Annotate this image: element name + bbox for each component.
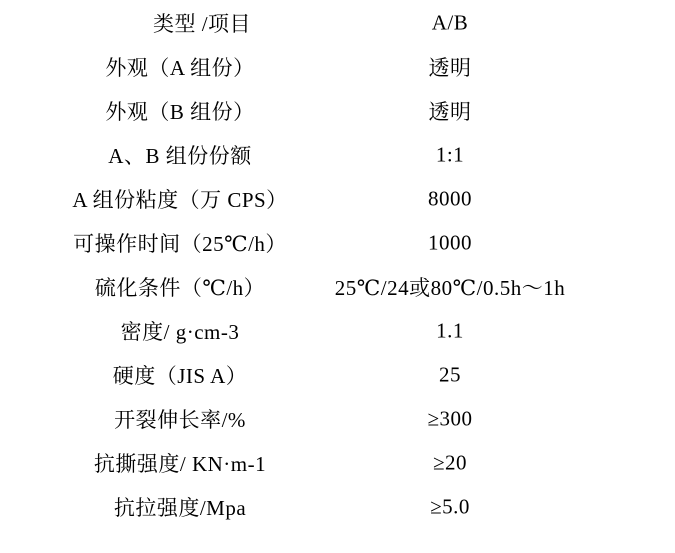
- spec-label: 可操作时间（25℃/h）: [73, 232, 287, 256]
- table-row: [0, 265, 675, 309]
- table-row: [0, 353, 675, 397]
- spec-value: A/B: [431, 10, 469, 35]
- spec-label: 抗拉强度/Mpa: [113, 496, 247, 520]
- spec-label: A 组份粘度（万 CPS）: [72, 188, 288, 212]
- spec-value: ≥5.0: [430, 494, 470, 519]
- spec-label: 密度/ g·cm-3: [120, 320, 240, 344]
- table-row: [0, 45, 675, 89]
- spec-label: A、B 组份份额: [108, 144, 252, 168]
- table-row: [0, 485, 675, 529]
- table-row: [0, 89, 675, 133]
- table-row: [0, 177, 675, 221]
- spec-value: 1.1: [436, 318, 464, 343]
- spec-label: 硬度（JIS A）: [112, 364, 248, 388]
- table-row: [0, 397, 675, 441]
- spec-label: 抗撕强度/ KN·m-1: [93, 452, 267, 476]
- spec-label: 硫化条件（℃/h）: [94, 276, 266, 300]
- spec-value: ≥20: [432, 450, 468, 475]
- spec-value: 1:1: [435, 142, 465, 167]
- spec-label: 外观（A 组份）: [105, 56, 255, 80]
- spec-value: 透明: [428, 100, 472, 124]
- table-row: [0, 441, 675, 485]
- table-row: [0, 221, 675, 265]
- spec-value: 25℃/24或80℃/0.5h～1h: [334, 276, 566, 300]
- spec-label: 类型 /项目: [152, 12, 252, 36]
- spec-value: 透明: [428, 56, 472, 80]
- table-row: [0, 309, 675, 353]
- spec-value: ≥300: [427, 406, 473, 431]
- spec-value: 8000: [428, 186, 472, 211]
- table-row: [0, 133, 675, 177]
- spec-label: 开裂伸长率/%: [114, 408, 246, 432]
- spec-label: 外观（B 组份）: [105, 100, 255, 124]
- spec-value: 1000: [428, 230, 472, 255]
- table-row-header: [0, 1, 675, 45]
- spec-value: 25: [439, 362, 461, 387]
